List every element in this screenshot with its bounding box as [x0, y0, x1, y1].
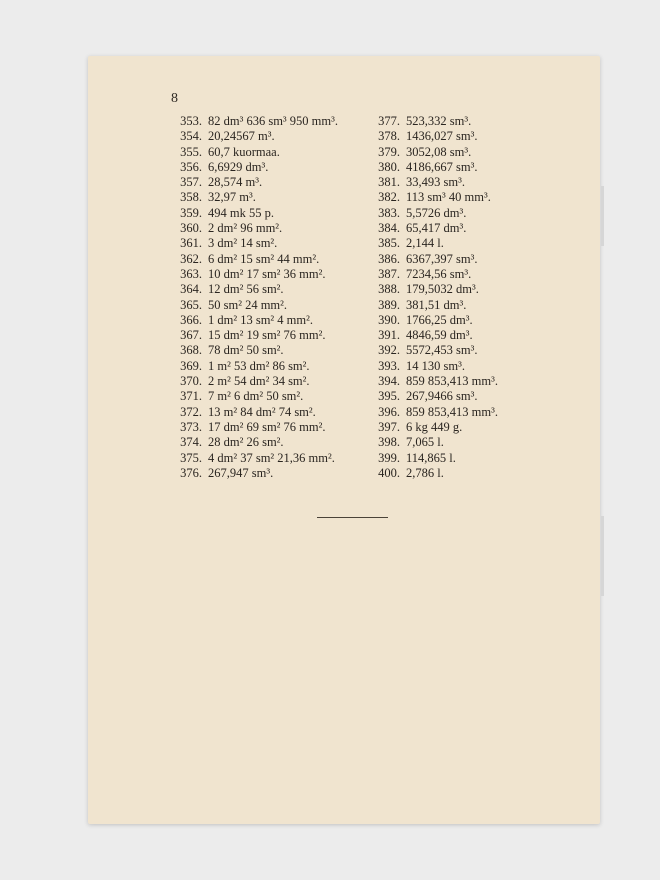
answer-value: 6 dm² 15 sm² 44 mm².	[208, 251, 320, 266]
answer-value: 82 dm³ 636 sm³ 950 mm³.	[208, 114, 338, 128]
page-edge-mark	[601, 186, 604, 246]
answer-number: 379.	[378, 144, 400, 159]
answer-number: 382.	[378, 190, 400, 205]
answer-value: 6367,397 sm³.	[406, 251, 478, 266]
answer-item	[164, 420, 338, 435]
answer-value: 6 kg 449 g.	[406, 419, 463, 434]
answer-value: 33,493 sm³.	[406, 175, 465, 190]
answer-item	[164, 160, 338, 175]
answer-value: 50 sm² 24 mm².	[208, 297, 288, 312]
answer-value: 65,417 dm³.	[406, 221, 467, 236]
answer-value: 1 dm² 13 sm² 4 mm².	[208, 312, 313, 327]
answer-item	[164, 282, 338, 297]
answer-value: 7234,56 sm³.	[406, 266, 472, 281]
answer-number: 397.	[378, 419, 400, 434]
answer-value: 4186,667 sm³.	[406, 159, 478, 174]
answer-value: 5,5726 dm³.	[406, 205, 467, 220]
answer-item	[362, 252, 498, 267]
answer-item	[164, 129, 338, 144]
answer-value: 179,5032 dm³.	[406, 282, 479, 297]
answer-number: 387.	[378, 266, 400, 281]
answer-number: 360.	[180, 221, 202, 236]
answer-item	[164, 328, 338, 343]
answer-number: 396.	[378, 404, 400, 419]
answer-item	[362, 313, 498, 328]
answer-item	[362, 221, 498, 236]
answer-item	[362, 405, 498, 420]
answer-item	[164, 206, 338, 221]
answer-value: 114,865 l.	[406, 450, 456, 465]
answer-value: 2,786 l.	[406, 465, 444, 480]
answer-value: 32,97 m³.	[208, 190, 256, 205]
answer-list-right	[362, 114, 498, 481]
answer-value: 4 dm² 37 sm² 21,36 mm².	[208, 450, 335, 465]
answer-value: 1 m² 53 dm² 86 sm².	[208, 358, 310, 373]
answer-number: 366.	[180, 312, 202, 327]
answer-value: 381,51 dm³.	[406, 297, 467, 312]
answer-item	[164, 252, 338, 267]
answer-item	[164, 313, 338, 328]
answer-value: 7 m² 6 dm² 50 sm².	[208, 389, 304, 404]
answer-value: 28,574 m³.	[208, 175, 263, 190]
answer-item	[362, 282, 498, 297]
answer-value: 3 dm² 14 sm².	[208, 236, 278, 251]
answer-item	[164, 466, 338, 481]
answer-item	[164, 374, 338, 389]
answer-item	[164, 221, 338, 236]
answer-value: 3052,08 sm³.	[406, 144, 472, 159]
answer-item	[362, 175, 498, 190]
answer-number: 359.	[180, 205, 202, 220]
answer-item	[164, 145, 338, 160]
answer-number: 400.	[378, 465, 400, 480]
answer-value: 5572,453 sm³.	[406, 343, 478, 358]
answer-item	[362, 129, 498, 144]
answer-item	[362, 114, 498, 129]
answer-number: 390.	[378, 312, 400, 327]
answer-item	[164, 267, 338, 282]
answer-item	[362, 420, 498, 435]
answer-item	[362, 267, 498, 282]
answer-number: 386.	[378, 251, 400, 266]
answer-item	[362, 328, 498, 343]
answer-item	[164, 435, 338, 450]
answer-item	[362, 145, 498, 160]
answer-number: 385.	[378, 236, 400, 251]
answer-value: 1436,027 sm³.	[406, 129, 478, 144]
answer-value: 6,6929 dm³.	[208, 159, 269, 174]
answer-item	[362, 190, 498, 205]
answer-number: 365.	[180, 297, 202, 312]
answer-item	[164, 298, 338, 313]
answer-value: 4846,59 dm³.	[406, 328, 473, 343]
answer-number: 394.	[378, 374, 400, 389]
answer-value: 523,332 sm³.	[406, 114, 472, 128]
answer-number: 392.	[378, 343, 400, 358]
answer-number: 364.	[180, 282, 202, 297]
answer-item	[362, 298, 498, 313]
answer-value: 267,947 sm³.	[208, 465, 274, 480]
answer-value: 60,7 kuormaa.	[208, 144, 280, 159]
answer-item	[362, 466, 498, 481]
answer-item	[362, 451, 498, 466]
answer-number: 369.	[180, 358, 202, 373]
answer-number: 368.	[180, 343, 202, 358]
answer-number: 373.	[180, 419, 202, 434]
answer-value: 13 m² 84 dm² 74 sm².	[208, 404, 316, 419]
answer-value: 15 dm² 19 sm² 76 mm².	[208, 328, 326, 343]
answer-value: 10 dm² 17 sm² 36 mm².	[208, 266, 326, 281]
answer-number: 363.	[180, 266, 202, 281]
answer-number: 372.	[180, 404, 202, 419]
answer-number: 380.	[378, 159, 400, 174]
answer-item	[362, 343, 498, 358]
answer-item	[164, 451, 338, 466]
answer-item	[164, 343, 338, 358]
answer-value: 859 853,413 mm³.	[406, 374, 498, 389]
answer-number: 395.	[378, 389, 400, 404]
answer-number: 374.	[180, 435, 202, 450]
answer-number: 388.	[378, 282, 400, 297]
answer-value: 2 dm² 96 mm².	[208, 221, 283, 236]
answer-number: 376.	[180, 465, 202, 480]
answer-number: 375.	[180, 450, 202, 465]
answer-number: 377.	[378, 114, 400, 128]
answer-value: 267,9466 sm³.	[406, 389, 478, 404]
answer-number: 361.	[180, 236, 202, 251]
answer-number: 391.	[378, 328, 400, 343]
answer-number: 389.	[378, 297, 400, 312]
answer-value: 17 dm² 69 sm² 76 mm².	[208, 419, 326, 434]
answer-value: 2 m² 54 dm² 34 sm².	[208, 374, 310, 389]
answer-value: 113 sm³ 40 mm³.	[406, 190, 491, 205]
answer-number: 356.	[180, 159, 202, 174]
answer-item	[164, 389, 338, 404]
printed-page	[88, 56, 600, 824]
answer-item	[362, 359, 498, 374]
answer-item	[164, 405, 338, 420]
answer-number: 384.	[378, 221, 400, 236]
answer-number: 355.	[180, 144, 202, 159]
page-edge-mark	[601, 516, 604, 596]
answer-value: 12 dm² 56 sm².	[208, 282, 284, 297]
answer-value: 1766,25 dm³.	[406, 312, 473, 327]
answer-number: 398.	[378, 435, 400, 450]
answer-value: 7,065 l.	[406, 435, 444, 450]
answer-item	[164, 190, 338, 205]
answer-item	[362, 160, 498, 175]
end-rule	[317, 517, 388, 518]
answer-number: 357.	[180, 175, 202, 190]
answer-value: 28 dm² 26 sm².	[208, 435, 284, 450]
answer-number: 358.	[180, 190, 202, 205]
answer-value: 14 130 sm³.	[406, 358, 465, 373]
answer-number: 354.	[180, 129, 202, 144]
answer-number: 393.	[378, 358, 400, 373]
answer-number: 378.	[378, 129, 400, 144]
answer-item	[362, 374, 498, 389]
answer-value: 78 dm² 50 sm².	[208, 343, 284, 358]
answer-item	[164, 236, 338, 251]
answer-number: 371.	[180, 389, 202, 404]
answer-item	[164, 114, 338, 129]
answer-number: 370.	[180, 374, 202, 389]
answer-item	[362, 435, 498, 450]
answer-value: 20,24567 m³.	[208, 129, 275, 144]
answer-value: 859 853,413 mm³.	[406, 404, 498, 419]
answer-value: 494 mk 55 p.	[208, 205, 274, 220]
answer-list-left	[164, 114, 338, 481]
page-number: 8	[171, 91, 178, 106]
answer-number: 362.	[180, 251, 202, 266]
answer-item	[164, 359, 338, 374]
answer-item	[362, 206, 498, 221]
answer-item	[164, 175, 338, 190]
answer-number: 353.	[180, 114, 202, 128]
answer-number: 381.	[378, 175, 400, 190]
answer-number: 399.	[378, 450, 400, 465]
answer-value: 2,144 l.	[406, 236, 444, 251]
answer-item	[362, 236, 498, 251]
answer-number: 367.	[180, 328, 202, 343]
answer-number: 383.	[378, 205, 400, 220]
answer-item	[362, 389, 498, 404]
